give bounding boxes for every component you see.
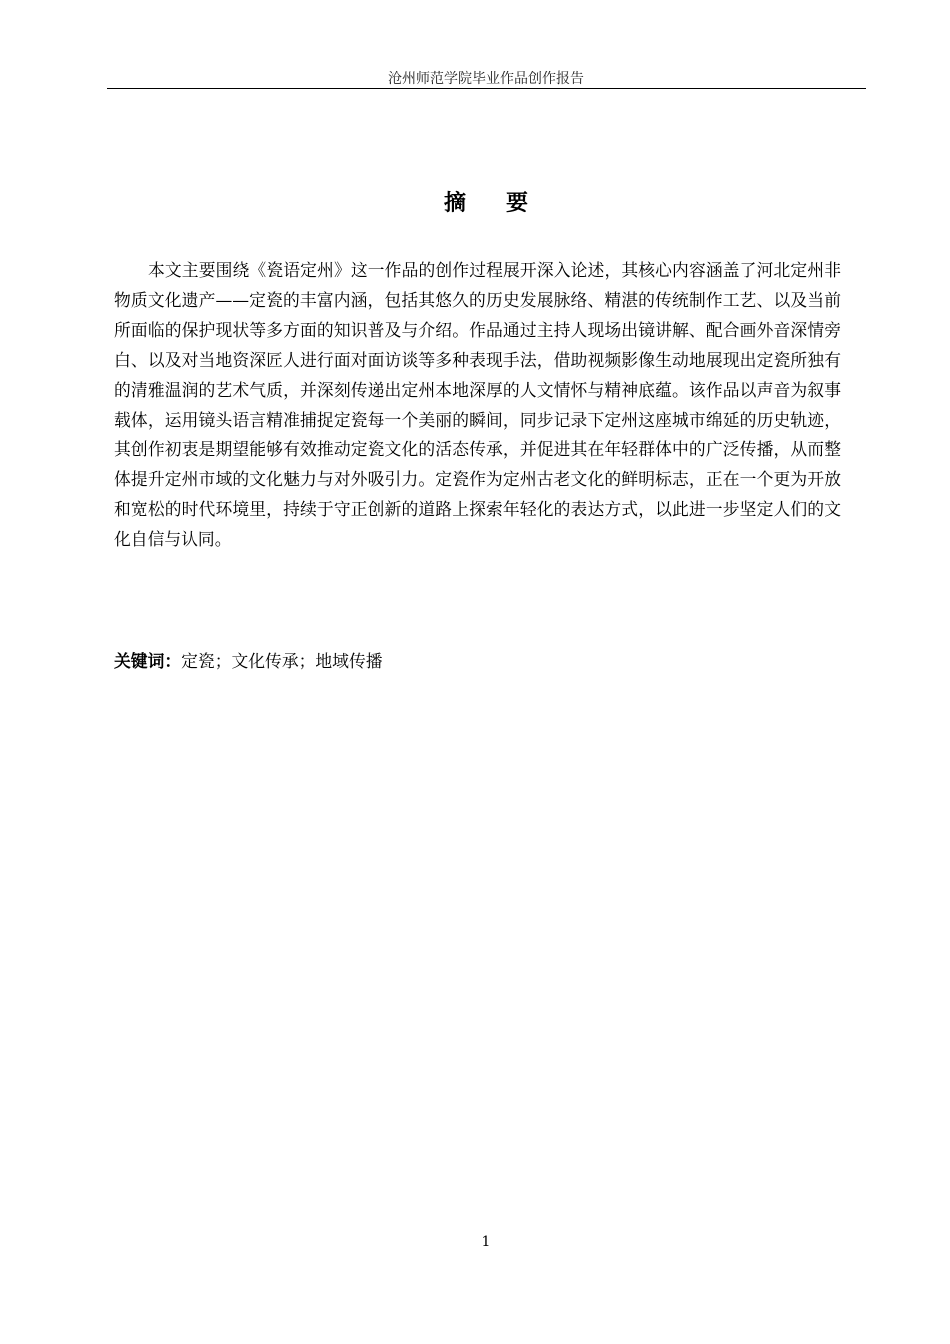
page-number: 1 [481,1234,491,1250]
header-divider [107,88,866,89]
running-header: 沧州师范学院毕业作品创作报告 [388,71,584,87]
abstract-paragraph: 本文主要围绕《瓷语定州》这一作品的创作过程展开深入论述，其核心内容涵盖了河北定州非物质文化遗产——定瓷的丰富内涵，包括其悠久的历史发展脉络、精湛的传统制作工艺、以及当前所面临的保护现状等多方面的知识普及与介绍。作品通过主持人现场出镜讲解、配合画外音深情旁白、以及对当地资深匠人进行面对面访谈等多种表现手法，借助视频影像生动地展现出定瓷所独有的清雅温润的艺术气质，并深刻传递出定州本地深厚的人文情怀与精神底蕴。该作品以声音为叙事载体，运用镜头语言精准捕捉定瓷每一个美丽的瞬间，同步记录下定州这座城市绵延的历史轨迹，其创作初衷是期望能够有效推动定瓷文化的活态传承，并促进其在年轻群体中的广泛传播，从而整体提升定州市域的文化魅力与对外吸引力。定瓷作为定州古老文化的鲜明标志，正在一个更为开放和宽松的时代环境里，持续于守正创新的道路上探索年轻化的表达方式，以此进一步坚定人们的文化自信与认同。 [114,260,841,550]
abstract-title: 摘要 [443,191,568,216]
keywords-line [114,647,841,675]
keywords-label: 关键词： [114,651,182,671]
keywords-value: 定瓷；文化传承；地域传播 [181,651,383,671]
